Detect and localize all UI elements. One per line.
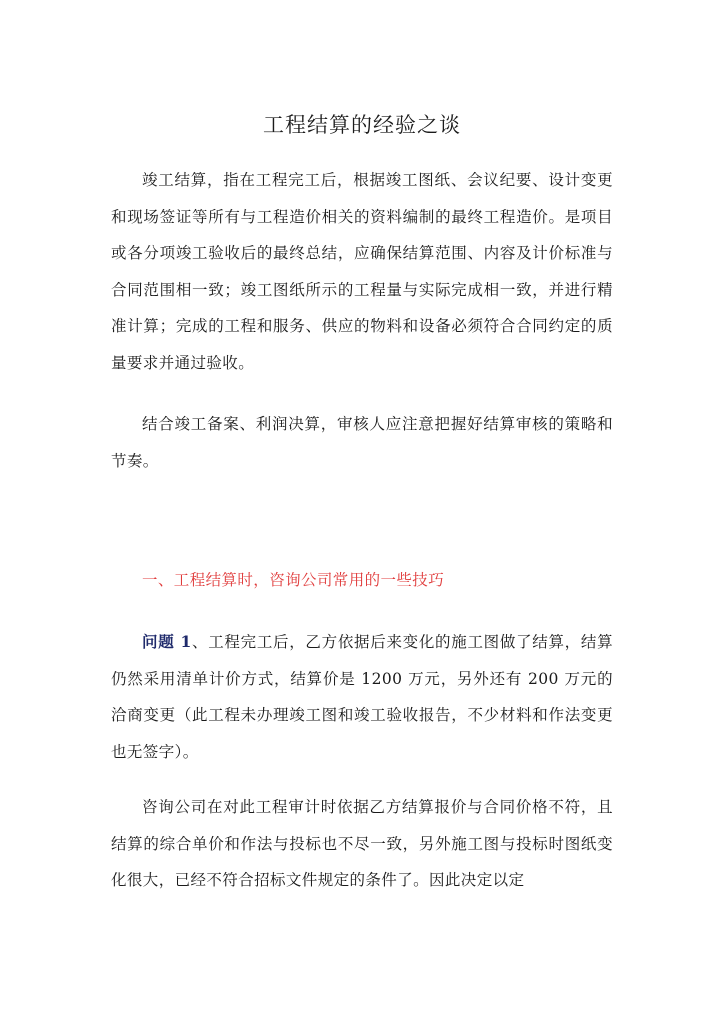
- paragraph-question-1: [111, 624, 613, 770]
- paragraph-strategy: 结合竣工备案、利润决算，审核人应注意把握好结算审核的策略和节奏。: [111, 415, 613, 470]
- section-heading: 一、工程结算时，咨询公司常用的一些技巧: [142, 571, 445, 589]
- paragraph-audit: 咨询公司在对此工程审计时依据乙方结算报价与合同价格不符，且结算的综合单价和作法与投标也不尽一致，另外施工图与投标时图纸变化很大，已经不符合招标文件规定的条件了。因此决定以定: [111, 798, 613, 889]
- document-title: 工程结算的经验之谈: [263, 113, 461, 137]
- question-text: 、工程完工后，乙方依据后来变化的施工图做了结算，结算仍然采用清单计价方式，结算价是 1200 万元，另外还有 200 万元的洽商变更（此工程未办理竣工图和竣工验收报告，不少材料和作法变更也无签字）。: [111, 633, 613, 761]
- paragraph-definition: 竣工结算，指在工程完工后，根据竣工图纸、会议纪要、设计变更和现场签证等所有与工程造价相关的资料编制的最终工程造价。是项目或各分项竣工验收后的最终总结，应确保结算范围、内容及计价标准与合同范围相一致；竣工图纸所示的工程量与实际完成相一致，并进行精准计算；完成的工程和服务、供应的物料和设备必须符合合同约定的质量要求并通过验收。: [111, 171, 613, 372]
- question-label: 问题 1: [142, 632, 192, 651]
